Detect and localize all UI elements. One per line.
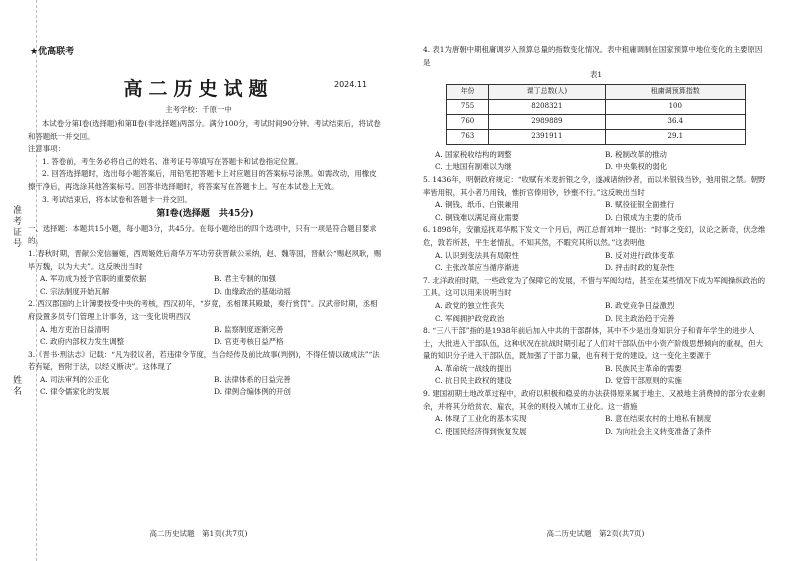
option-a[interactable]: A. 国家税收结构的调整 xyxy=(435,149,512,159)
option-a[interactable]: A. 认识到变法具有局限性 xyxy=(435,250,519,260)
table-cell: 8208321 xyxy=(489,99,605,114)
question-2 xyxy=(28,298,382,348)
question-stem: 5. 1436年，明朝政府规定：“收赋有米麦折银之令，遂减诸纳钞者，而以米银钱当钞，弛用银之禁。朝野率皆用银，其小者乃用钱，惟折官俸用钞，钞壅不行。”这反映出当时 xyxy=(423,174,766,197)
option-a[interactable]: A. 铜钱、纸币、白银兼用 xyxy=(435,200,519,210)
notes-title: 注意事项： xyxy=(28,144,65,154)
table-cell: 29.1 xyxy=(605,129,745,144)
option-a[interactable]: A. 司法审判的公正化 xyxy=(40,374,110,384)
question-6 xyxy=(423,224,769,274)
option-d[interactable]: D. 血缘政治的基础动摇 xyxy=(214,286,291,296)
option-b[interactable]: B. 君主专制的加强 xyxy=(214,274,276,284)
option-a[interactable]: A. 军功成为授予官职的重要依据 xyxy=(40,274,147,284)
option-b[interactable]: B. 税制改革的推动 xyxy=(605,149,667,159)
option-a[interactable]: A. 体现了工业化的基本实现 xyxy=(435,414,527,424)
question-stem: 7. 北洋政府时期，一些政党为了保障它的发展，不惜与军阀勾结，甚至在某些情况下成为军阀操纵政治的工具。这可以用来说明当时 xyxy=(423,275,765,298)
table-cell: 760 xyxy=(447,114,489,129)
option-b[interactable]: B. 意在结束农村的土地私有制度 xyxy=(605,414,712,424)
option-b[interactable]: B. 政党竞争日益激烈 xyxy=(605,300,675,310)
option-a[interactable]: A. 革命统一战线的提出 xyxy=(435,363,512,373)
option-b[interactable]: B. 监察制度逐渐完善 xyxy=(214,324,284,334)
right-page xyxy=(397,0,794,561)
column-header: 课丁总数(人) xyxy=(489,84,605,99)
table-row xyxy=(447,99,746,114)
option-b[interactable]: B. 法律体系的日益完善 xyxy=(214,374,291,384)
table-cell: 36.4 xyxy=(605,114,745,129)
table-row xyxy=(447,129,746,144)
question-stem: 8. “三八干部”指的是1938年前后加入中共的干部群体，其中不少是出身知识分子和青年学生的进步人士，大批进入干部队伍，这种状况在抗战时期引起了人们对干部队伍中小资产阶级思想倾向的重视，但大量的知识分子进入干部队伍，既加强了干部力量，也有利于党的建设。这一变化主要源于 xyxy=(423,326,763,361)
question-4 xyxy=(423,44,769,174)
option-d[interactable]: D. 民主政治趋于完善 xyxy=(605,313,675,323)
option-b[interactable]: B. 反对进行政体变革 xyxy=(605,250,675,260)
column-header: 年份 xyxy=(447,84,489,99)
question-1 xyxy=(28,248,382,298)
option-c[interactable]: C. 政府内部权力发生调整 xyxy=(40,337,124,347)
option-a[interactable]: A. 地方吏治日益清明 xyxy=(40,324,110,334)
option-a[interactable]: A. 政党的独立性丧失 xyxy=(435,300,505,310)
question-5 xyxy=(423,174,769,224)
option-c[interactable]: C. 铜钱难以满足商业需要 xyxy=(435,212,519,222)
option-b[interactable]: B. 民族民主革命的需要 xyxy=(605,363,682,373)
page-title: 高二历史试题 xyxy=(123,78,274,100)
question-8 xyxy=(423,325,769,388)
name-label: 姓名 xyxy=(11,375,21,397)
intro-text: 本试卷分第Ⅰ卷(选择题)和第Ⅱ卷(非选择题)两部分。满分100分，考试时间90分钟。考试结束后，将试卷和答题纸一并交回。 xyxy=(28,119,381,141)
right-column xyxy=(423,44,769,438)
question-stem: 4. 表1为唐朝中期租庸调岁入预算总量的指数变化情况。表中租庸调制在国家预算中地位变化的主要原因是 xyxy=(423,45,763,67)
column-header: 租庸调预算指数 xyxy=(605,84,745,99)
question-stem: 6. 1898年，安徽巡抚邓华熙下发文一个月后，两江总督刘坤一提出：“时事之变幻，议论之新奇，伏念维危，敦若所甚，平生老情乱，不知其然，不暇究其所以然。”这表明他 xyxy=(423,225,766,247)
table-row xyxy=(447,114,746,129)
question-stem: 1. 春秋时期，晋献公宠信骊姬，西周姬姓后裔华万军功劳获晋献公采纳，赵、魏等国，晋献公“赐赵夙耿，赐毕万魏，以为大夫”。这反映出当时 xyxy=(28,248,382,271)
question-3 xyxy=(28,349,382,399)
table-cell: 2989889 xyxy=(489,114,605,129)
page-footer: 高二历史试题 第1页(共7页) xyxy=(149,529,248,538)
table-caption: 表1 xyxy=(589,70,603,80)
question-9 xyxy=(423,388,769,438)
question-stem: 2. 西汉郡国的上计簿要按受中央的考核，西汉初年，“岁竟，丞相课其殿最，奏行赏罚”。汉武帝时期，丞相府设置多员专门管理上计事务，这一变化说明西汉 xyxy=(28,299,378,321)
option-c[interactable]: C. 土地国有制难以为继 xyxy=(435,162,512,172)
option-d[interactable]: D. 党管干部原则的实施 xyxy=(605,376,682,386)
instructions-block xyxy=(28,118,382,399)
exam-number-label: 准考证号 xyxy=(11,205,21,249)
option-d[interactable]: D. 中央集权的弱化 xyxy=(605,162,668,172)
table-header-row xyxy=(447,84,746,99)
table-cell: 755 xyxy=(447,99,489,114)
exam-date: 2024.11 xyxy=(334,80,368,89)
note-item: 1. 答卷前，考生务必将自己的姓名、准考证号等填写在答题卡和试卷指定位置。 xyxy=(42,156,303,166)
question-stem: 3.《晋书·刑法志》记载：“凡为驳议者，若违律令节度，当合经传及前比故事(判例)，不得任情以破成法”“法若有疑，皆附于法，以经义断决”。这体现了 xyxy=(28,349,380,372)
option-d[interactable]: D. 官吏考核日益严格 xyxy=(214,337,284,347)
option-d[interactable]: D. 为向社会主义转变准备了条件 xyxy=(605,426,712,436)
section-intro: 一、选择题：本题共15小题，每小题3分，共45分。在每小题给出的四个选项中，只有一项是符合题目要求的。 xyxy=(28,223,377,246)
option-d[interactable]: D. 白银成为主要的货币 xyxy=(605,212,682,222)
section-heading: 第Ⅰ卷(选择题 共45分) xyxy=(156,209,254,220)
option-c[interactable]: C. 军阀拥护政党政治 xyxy=(435,313,505,323)
option-d[interactable]: D. 律例合编体例的开创 xyxy=(214,387,291,397)
table-cell: 100 xyxy=(605,99,745,114)
option-c[interactable]: C. 使国民经济得到恢复发展 xyxy=(435,426,527,436)
data-table xyxy=(446,84,746,145)
table-cell: 763 xyxy=(447,129,489,144)
question-stem: 9. 建国初期土地改革过程中，政府以积极和稳妥的办法获得原来属于地主、又被地主消费掉的部分农业剩余，并将其分给贫农、雇农，其余的则投入城市工业化。这一措施 xyxy=(423,389,765,411)
option-c[interactable]: C. 律令儒家化的发展 xyxy=(40,387,110,397)
page-footer: 高二历史试题 第2页(共7页) xyxy=(546,529,645,538)
note-item: 2. 回答选择题时，选出每小题答案后，用铅笔把答题卡上对应题目的答案标号涂黑。如需改动，用橡皮擦干净后，再选涂其他答案标号。回答非选择题时，将答案写在答题卡上。写在本试卷上无效。 xyxy=(28,169,377,191)
brand-label: ★优高联考 xyxy=(30,47,75,57)
question-7 xyxy=(423,275,769,325)
option-c[interactable]: C. 抗日民主政权的建设 xyxy=(435,376,512,386)
option-c[interactable]: C. 主张改革应当循序渐进 xyxy=(435,263,519,273)
option-d[interactable]: D. 抨击时政的复杂性 xyxy=(605,263,675,273)
option-b[interactable]: B. 赋役征银全面推行 xyxy=(605,200,675,210)
host-school: 主考学校：千原一中 xyxy=(165,105,232,114)
option-c[interactable]: C. 宗法制度开始瓦解 xyxy=(40,286,110,296)
table-cell: 2391911 xyxy=(489,129,605,144)
note-item: 3. 考试结束后，将本试卷和答题卡一并交回。 xyxy=(42,194,192,204)
